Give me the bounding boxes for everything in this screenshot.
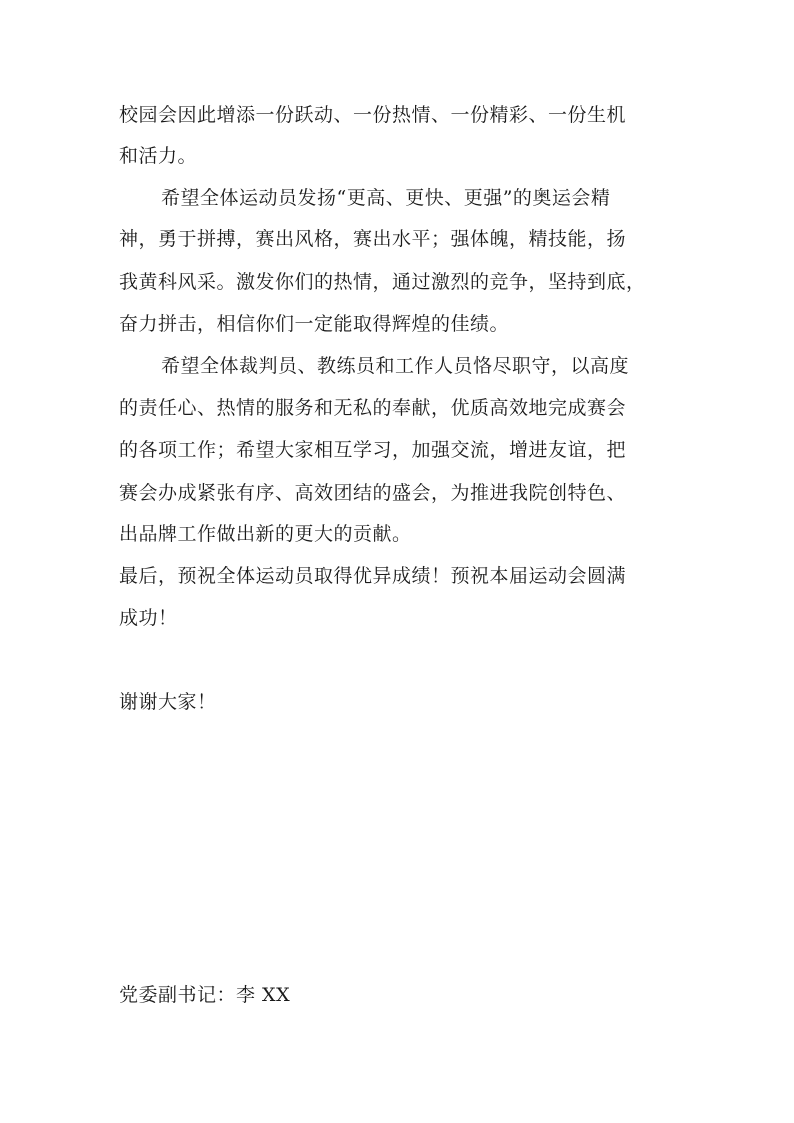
- paragraph3-line4: 赛会办成紧张有序、高效团结的盛会，为推进我院创特色、: [119, 482, 627, 504]
- paragraph1-line2: 和活力。: [119, 145, 198, 167]
- paragraph1-line1: 校园会因此增添一份跃动、一份热情、一份精彩、一份生机: [119, 104, 627, 126]
- paragraph3-line2: 的责任心、热情的服务和无私的奉献，优质高效地完成赛会: [119, 397, 627, 419]
- signature-line: 党委副书记：李 XX: [119, 984, 291, 1006]
- paragraph4-line2: 成功！: [119, 607, 178, 629]
- thanks-line: 谢谢大家！: [119, 691, 217, 713]
- paragraph2-line2: 神，勇于拼搏，赛出风格，赛出水平；强体魄，精技能，扬: [119, 228, 627, 250]
- paragraph4-line1: 最后，预祝全体运动员取得优异成绩！预祝本届运动会圆满: [119, 565, 627, 587]
- paragraph3-line5: 出品牌工作做出新的更大的贡献。: [119, 523, 412, 545]
- paragraph2-line1: 希望全体运动员发扬“更高、更快、更强”的奥运会精: [161, 187, 611, 209]
- paragraph3-line3: 的各项工作；希望大家相互学习，加强交流，增进友谊，把: [119, 439, 627, 461]
- paragraph3-line1: 希望全体裁判员、教练员和工作人员恪尽职守，以高度: [161, 355, 630, 377]
- paragraph2-line4: 奋力拼击，相信你们一定能取得辉煌的佳绩。: [119, 313, 510, 335]
- paragraph2-line3: 我黄科风采。激发你们的热情，通过激烈的竞争，坚持到底，: [119, 271, 646, 293]
